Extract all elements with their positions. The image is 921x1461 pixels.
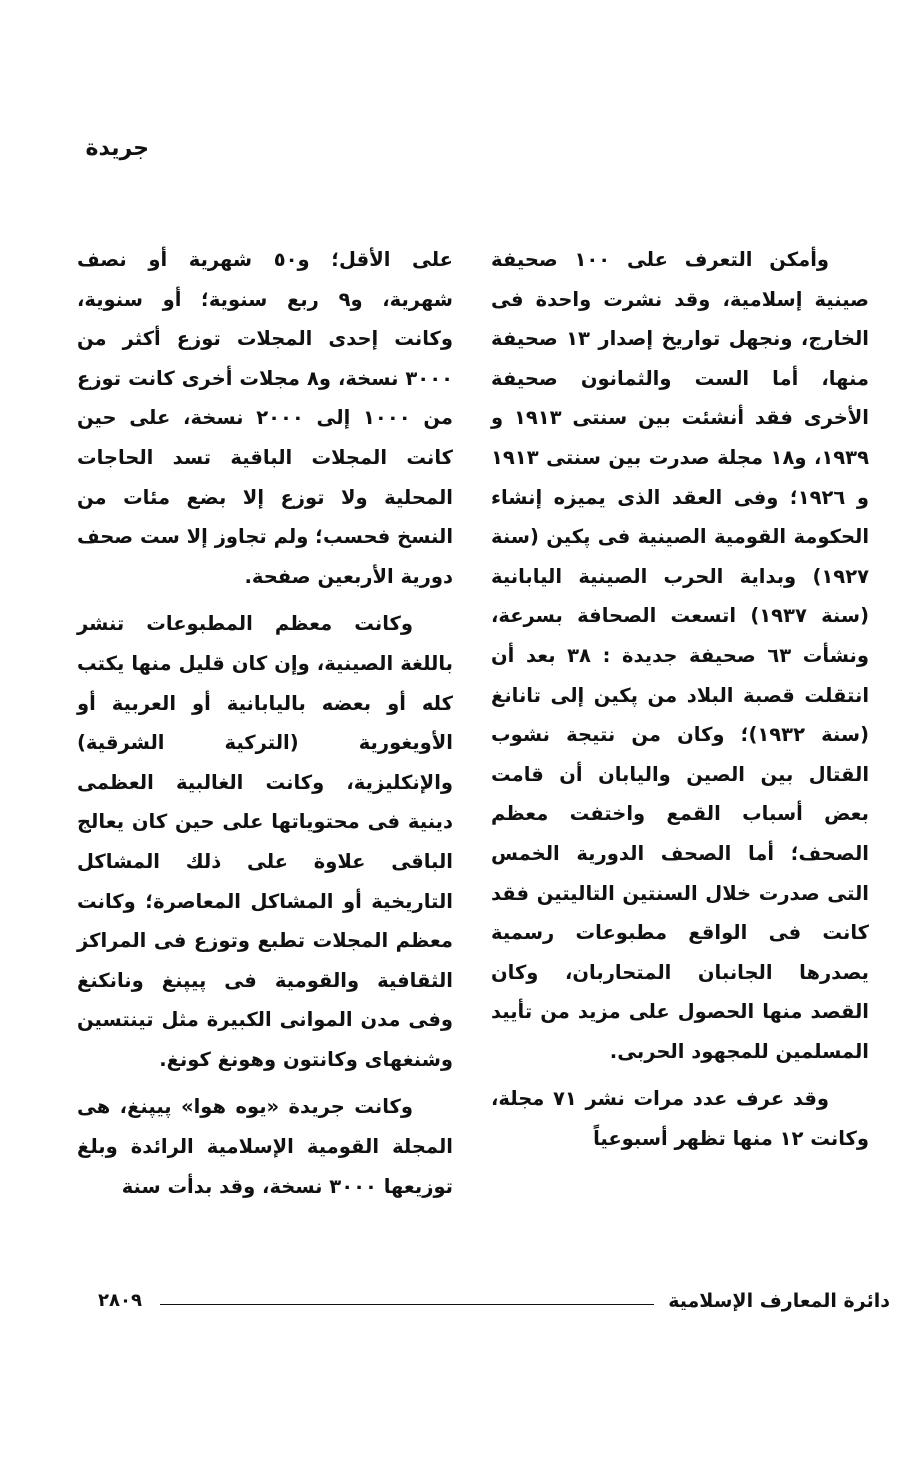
left-column [77,240,453,1214]
paragraph: وكانت جريدة «يوه هوا» پيپنغ، هى المجلة القومية الإسلامية الرائدة وبلغ توزيعها ٣٠٠٠ نسخة، وقد بدأت سنة [77,1095,453,1198]
page-footer [98,1290,890,1320]
right-column [491,240,869,1167]
paragraph: وكانت معظم المطبوعات تنشر باللغة الصينية، وإن كان قليل منها يكتب كله أو بعضه باليابانية أو العربية أو الأويغورية (التركية الشرقية) والإنكليزية، وكانت الغالبية العظمى دينية فى محتوياتها على حين كان يعالج الباقى علاوة على ذلك المشاكل التاريخية أو المشاكل المعاصرة؛ وكانت معظم المجلات تطبع وتوزع فى المراكز الثقافية والقومية فى پيپنغ ونانكنغ وفى مدن الموانى الكبيرة مثل تينتسين وشنغهاى وكانتون وهونغ كونغ. [77,612,453,1071]
paragraph: وقد عرف عدد مرات نشر ٧١ مجلة، وكانت ١٢ منها تظهر أسبوعياً [491,1087,869,1151]
paragraph: على الأقل؛ و٥٠ شهرية أو نصف شهرية، و٩ ربع سنوية؛ أو سنوية، وكانت إحدى المجلات توزع أكثر من ٣٠٠٠ نسخة، و٨ مجلات أخرى كانت توزع من ١٠٠٠ إلى ٢٠٠٠ نسخة، على حين كانت المجلات الباقية تسد الحاجات المحلية ولا توزع إلا بضع مئات من النسخ فحسب؛ ولم تجاوز إلا ست صحف دورية الأربعين صفحة. [77,248,453,588]
page-number: ٢٨٠٩ [98,1290,142,1311]
running-head: جريدة [85,136,149,161]
paragraph: وأمكن التعرف على ١٠٠ صحيفة صينية إسلامية، وقد نشرت واحدة فى الخارج، ونجهل تواريخ إصدار ١٣ صحيفة منها، أما الست والثمانون صحيفة الأخرى فقد أنشئت بين سنتى ١٩١٣ و ١٩٣٩، و١٨ مجلة صدرت بين سنتى ١٩١٣ و ١٩٢٦؛ وفى العقد الذى يميزه إنشاء الحكومة القومية الصينية فى پكين (سنة ١٩٢٧) وبداية الحرب الصينية اليابانية (سنة ١٩٣٧) اتسعت الصحافة بسرعة، ونشأت ٦٣ صحيفة جديدة : ٣٨ بعد أن انتقلت قصبة البلاد من پكين إلى تانانغ (سنة ١٩٣٢)؛ وكان من نتيجة نشوب القتال بين الصين واليابان أن قامت بعض أسباب القمع واختفت معظم الصحف؛ أما الصحف الدورية الخمس التى صدرت خلال السنتين التاليتين فقد كانت فى الواقع مطبوعات رسمية يصدرها الجانبان المتحاربان، وكان القصد منها الحصول على مزيد من تأييد المسلمين للمجهود الحربى. [491,248,869,1063]
encyclopedia-name: دائرة المعارف الإسلامية [668,1290,890,1312]
footer-rule [160,1304,654,1305]
